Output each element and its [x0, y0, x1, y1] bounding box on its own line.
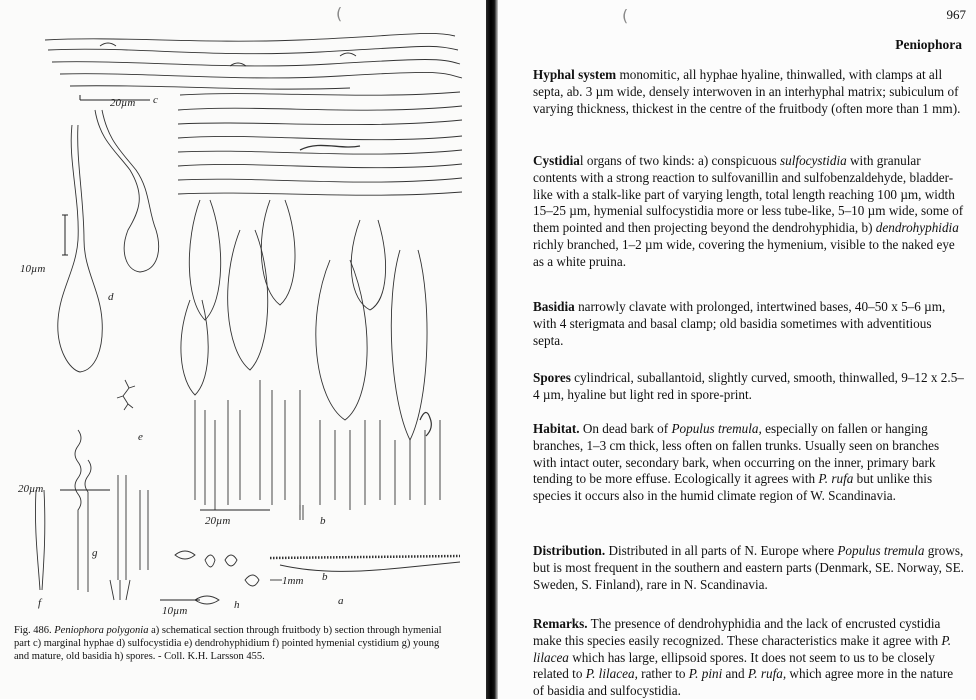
fig-label-a: a [338, 595, 344, 607]
section-basidia [533, 299, 965, 349]
sulfocystidia-drawing [58, 110, 159, 372]
distribution-text-1: Distributed in all parts of N. Europe where [608, 543, 835, 558]
distribution-text-2: grows, but is most frequent in the southern and eastern parts (Denmark, SE. Norway, SE. Sweden, S. Finland), rare in N. Scandinavia. [533, 543, 964, 592]
remarks-text-2: which has large, ellipsoid spores. It does not seem to us to be closely related to [533, 649, 935, 682]
spores-drawing [175, 551, 259, 604]
section-cystidia [533, 153, 965, 271]
hymenial-section-drawing [178, 92, 462, 520]
cystidia-italic-2: dendrohyphidia [875, 220, 959, 236]
section-remarks [533, 616, 965, 700]
remarks-heading: Remarks. [533, 616, 588, 631]
fig-label-c: c [153, 94, 158, 106]
habitat-italic-2: P. rufa [818, 471, 854, 487]
caption-text: a) schematical section through fruitbody b) section through hymenial part c) marginal hyphae d) sulfocystidia e) dendrohyphidium f) pointed hymenial cystidium g) young and mature, old basidia h) spores. - Coll. K.H. Larsson 455. [14, 625, 442, 662]
habitat-italic-1: Populus tremula, [671, 421, 762, 436]
book-gutter [486, 0, 498, 699]
remarks-text-5: which agree more in the nature of basidia and sulfocystidia. [533, 666, 954, 699]
hyphal-text: monomitic, all hyphae hyaline, thinwalled, with clamps at all septa, ab. 3 µm wide, densely interwoven in an interhyphal matrix; subiculum of varying thickness, thickest in the centre of the fruitbody (often more than 1 mm). [533, 67, 961, 116]
cystidia-text-3: richly branched, 1–2 µm wide, covering the hymenium, visible to the naked eye as a white pruina. [533, 236, 955, 269]
basidia-text: narrowly clavate with prolonged, intertwined bases, 40–50 x 5–6 µm, with 4 sterigmata and basal clamp; old basidia sometimes with adventitious septa. [533, 299, 946, 348]
distribution-heading: Distribution. [533, 543, 606, 558]
figure-caption [14, 624, 454, 663]
section-habitat [533, 421, 965, 505]
basidia-drawing [75, 430, 148, 600]
section-hyphal-system [533, 67, 965, 117]
cystidia-text-2: with granular contents with a strong reaction to sulfovanillin and sulfobenzaldehyde, bladder-like with a stalk-like part of varying length, total length reaching 100 µm, width 15–25 µm, hymenial sulfocystidia more or less tube-like, 5–10 µm wide, some of them pointed and then projecting beyond the dendrohyphidia, b) [533, 153, 964, 236]
remarks-text-3: rather to [641, 666, 686, 682]
section-spores [533, 370, 965, 404]
fig-label-h: h [234, 599, 240, 611]
remarks-italic-2: P. lilacea, [585, 666, 638, 682]
cystidia-heading: Cystidia [533, 153, 580, 168]
caption-species: Peniophora polygonia [54, 625, 149, 636]
fig-486-illustration [0, 0, 486, 620]
margin-mark-right: ( [622, 6, 629, 25]
left-page [0, 0, 486, 699]
spores-heading: Spores [533, 370, 571, 385]
scale-label-d: 10µm [20, 263, 46, 275]
pointed-cystidium-drawing [35, 490, 44, 590]
remarks-italic-3: P. pini [688, 666, 723, 682]
scale-bars [60, 95, 270, 600]
cystidia-text-1: l organs of two kinds: a) conspicuous [579, 153, 777, 168]
habitat-text-1: On dead bark of [582, 421, 669, 436]
habitat-heading: Habitat. [533, 421, 580, 436]
scale-label-h: 10µm [162, 605, 188, 617]
caption-prefix: Fig. 486. [14, 625, 52, 636]
fig-label-e: e [138, 431, 143, 443]
remarks-text-1: The presence of dendrohyphidia and the lack of encrusted cystidia make this species easily recognized. These characteristics make it agree with [533, 616, 941, 648]
fig-label-f: f [38, 597, 42, 609]
scale-label-g: 20µm [18, 483, 44, 495]
running-head: Peniophora [895, 37, 962, 52]
scale-label-b: 20µm [205, 515, 231, 527]
dendrohyphidium-drawing [117, 380, 135, 410]
scale-label-c: 20µm [110, 97, 136, 109]
hyphal-heading: Hyphal system [533, 67, 617, 82]
fig-label-b-small: b [322, 571, 328, 583]
margin-mark-left: ( [336, 4, 343, 23]
fig-label-g: g [92, 547, 98, 559]
section-distribution [533, 543, 965, 593]
page-number: 967 [946, 7, 966, 22]
fig-label-b: b [320, 515, 326, 527]
habitat-text-3: but unlike this species it occurs also in the humid climate region of W. Scandinavia. [533, 471, 933, 504]
fig-label-d: d [108, 291, 114, 303]
remarks-italic-4: P. rufa, [747, 666, 787, 682]
basidia-heading: Basidia [533, 299, 575, 314]
habitat-text-2: especially on fallen or hanging branches, 1–3 cm thick, less often on fallen trunks. Usually seen on branches with intact outer, secondary bark, when occurring on the inner, primary bark tending to be more effuse. Ecologically it agrees with [533, 421, 940, 487]
marginal-hyphae-drawing [45, 33, 462, 89]
spores-text: cylindrical, suballantoid, slightly curved, smooth, thinwalled, 9–12 x 2.5–4 µm, hyaline but light red in spore-print. [533, 370, 964, 402]
scale-label-a: 1mm [282, 575, 304, 587]
remarks-italic-1: P. lilacea [533, 632, 952, 665]
cystidia-italic-1: sulfocystidia [780, 153, 847, 168]
remarks-text-4: and [725, 666, 745, 682]
distribution-italic-1: Populus tremula [837, 543, 925, 558]
